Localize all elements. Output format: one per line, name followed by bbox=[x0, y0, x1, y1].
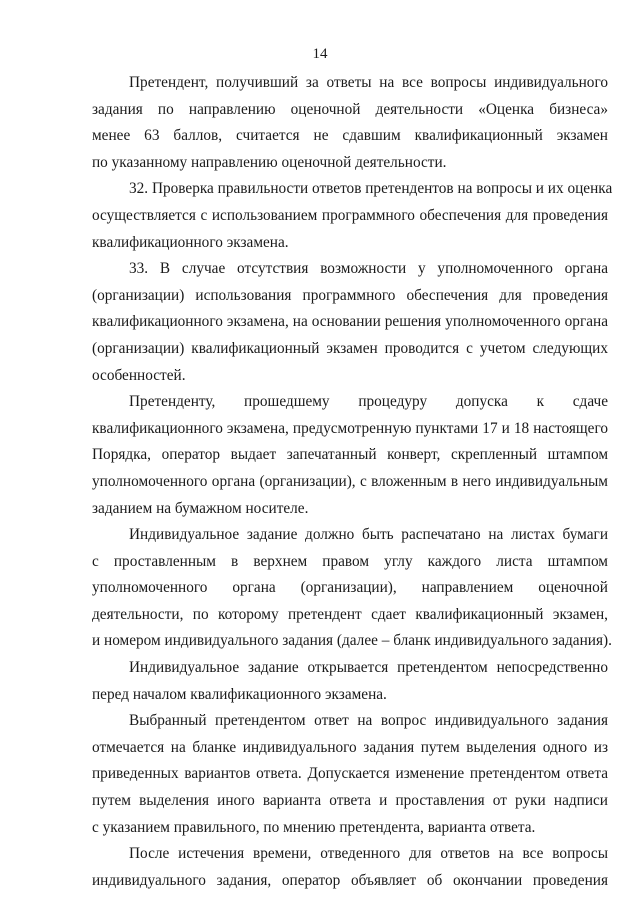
text-line: После истечения времени, отведенного для ответов на все вопросы bbox=[129, 845, 608, 863]
page-number: 14 bbox=[312, 46, 328, 62]
paragraph bbox=[92, 256, 608, 389]
text-line: квалификационного экзамена, предусмотренную пунктами 17 и 18 настоящего bbox=[92, 419, 608, 437]
text-line: Индивидуальное задание открывается претендентом непосредственно bbox=[129, 659, 608, 677]
text-line: с проставленным в верхнем правом углу каждого листа штампом bbox=[92, 552, 608, 570]
text-line: (организации) использования программного обеспечения для проведения bbox=[92, 286, 608, 304]
paragraph bbox=[92, 708, 608, 841]
text-line: квалификационного экзамена. bbox=[92, 233, 289, 251]
text-line: индивидуального задания, оператор объявляет об окончании проведения bbox=[92, 871, 608, 889]
text-line: задания по направлению оценочной деятельности «Оценка бизнеса» bbox=[92, 100, 608, 118]
text-line: осуществляется с использованием программного обеспечения для проведения bbox=[92, 206, 608, 224]
paragraph bbox=[92, 70, 608, 176]
text-line: Индивидуальное задание должно быть распечатано на листах бумаги bbox=[129, 526, 608, 544]
text-line: путем выделения иного варианта ответа и проставления от руки надписи bbox=[92, 792, 608, 810]
text-line: Претенденту, прошедшему процедуру допуска к сдаче bbox=[129, 393, 608, 411]
text-line: отмечается на бланке индивидуального задания путем выделения одного из bbox=[92, 738, 608, 756]
text-line: квалификационного экзамена, на основании решения уполномоченного органа bbox=[92, 313, 608, 331]
paragraph bbox=[92, 841, 608, 894]
document-body bbox=[92, 70, 613, 894]
text-line: уполномоченного органа (организации), направлением оценочной bbox=[92, 579, 608, 597]
text-line: (организации) квалификационный экзамен проводится с учетом следующих bbox=[92, 339, 608, 357]
text-line: Порядка, оператор выдает запечатанный конверт, скрепленный штампом bbox=[92, 446, 608, 464]
text-line: приведенных вариантов ответа. Допускается изменение претендентом ответа bbox=[92, 765, 608, 783]
paragraph bbox=[92, 655, 608, 708]
text-line: 32. Проверка правильности ответов претендентов на вопросы и их оценка bbox=[129, 180, 613, 198]
text-line: Претендент, получивший за ответы на все вопросы индивидуального bbox=[129, 74, 608, 91]
text-line: перед началом квалификационного экзамена. bbox=[92, 685, 387, 703]
paragraph bbox=[92, 176, 613, 256]
text-line: уполномоченного органа (организации), с вложенным в него индивидуальным bbox=[92, 472, 608, 490]
paragraph bbox=[92, 389, 608, 522]
text-line: 33. В случае отсутствия возможности у уполномоченного органа bbox=[129, 260, 608, 278]
text-line: деятельности, по которому претендент сдает квалификационный экзамен, bbox=[92, 605, 608, 623]
text-line: менее 63 баллов, считается не сдавшим квалификационный экзамен bbox=[92, 127, 608, 145]
text-line: Выбранный претендентом ответ на вопрос индивидуального задания bbox=[129, 712, 608, 730]
text-line: и номером индивидуального задания (далее – бланк индивидуального задания). bbox=[92, 632, 612, 650]
text-line: по указанному направлению оценочной деятельности. bbox=[92, 153, 447, 171]
text-line: заданием на бумажном носителе. bbox=[92, 499, 309, 517]
text-line: с указанием правильного, по мнению претендента, варианта ответа. bbox=[92, 818, 536, 836]
paragraph bbox=[92, 522, 612, 655]
text-line: особенностей. bbox=[92, 366, 186, 384]
